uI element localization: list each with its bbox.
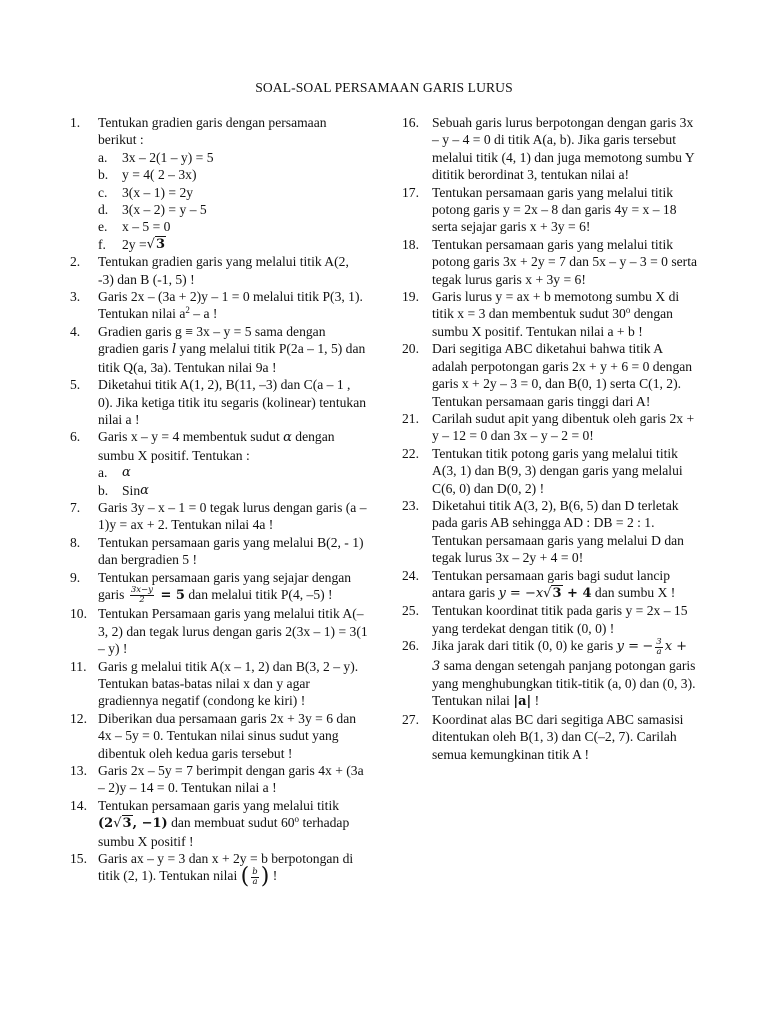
question-text: Tentukan koordinat titik pada garis y = 2x – 15 yang terdekat dengan titik (0, 0) ! xyxy=(432,603,688,636)
question-text: Gradien garis g ≡ 3x – y = 5 sama dengan gradien garis l yang melalui titik P(2a – 1, 5) dan titik Q(a, 3a). Tentukan nilai 9a ! xyxy=(98,323,366,375)
question-number: 13. xyxy=(70,763,87,778)
question-number: 4. xyxy=(70,323,81,339)
sub-item: b. Sin α xyxy=(98,482,149,498)
question-15 xyxy=(70,850,368,890)
question-27 xyxy=(402,711,698,763)
question-text: Garis ax – y = 3 dan x + 2y = b berpotongan di titik (2, 1). Tentukan nilai ( $\frac{b}{a}$ ) ! xyxy=(98,851,354,890)
question-number: 7. xyxy=(70,499,81,515)
question-number: 21. xyxy=(402,410,419,426)
question-text: Jika jarak dari titik (0, 0) ke garis y = − $\frac{3}{a}$ x + 3 sama dengan setengah panjang potongan garis yang menghubungkan titik-titik (a, 0) dan (0, 3). Tentukan nilai |a| ! xyxy=(432,636,696,710)
question-number: 22. xyxy=(402,445,419,461)
question-16 xyxy=(402,114,698,184)
question-text: Garis g melalui titik A(x – 1, 2) dan B(3, 2 – y). Tentukan batas-batas nilai x dan y agar gradiennya negatif (condong ke kiri) ! xyxy=(98,658,359,709)
question-number: 20. xyxy=(402,341,419,357)
question-text: Garis 3y – x – 1 = 0 tegak lurus dengan garis (a – 1)y = ax + 2. Tentukan nilai 4a ! xyxy=(98,499,367,533)
question-number: 2. xyxy=(70,254,81,270)
question-19 xyxy=(402,288,698,340)
fraction: $\frac{b}{a}$ xyxy=(252,866,258,887)
question-text: Dari segitiga ABC diketahui bahwa titik A adalah perpotongan garis 2x + y + 6 = 0 dengan garis x + 2y – 3 = 0, dan B(0, 1) serta C(1, 2). Tentukan persamaan garis tinggi dari A! xyxy=(432,341,693,409)
question-14 xyxy=(70,797,368,850)
question-25 xyxy=(402,602,698,637)
question-number: 27. xyxy=(402,711,419,727)
question-text: Diketahui titik A(1, 2), B(11, –3) dan C(a – 1 , 0). Jika ketiga titik itu segaris (kolinear) tentukan nilai a ! xyxy=(98,377,367,427)
question-21 xyxy=(402,410,698,445)
question-22 xyxy=(402,445,698,497)
fraction: $\frac{3x-y}{2}$ xyxy=(130,585,153,606)
question-6 xyxy=(70,428,368,499)
question-text: Garis x – y = 4 membentuk sudut α dengan sumbu X positif. Tentukan : xyxy=(98,429,335,463)
question-1 xyxy=(70,114,368,253)
question-number: 16. xyxy=(402,115,419,130)
question-text: Tentukan persamaan garis yang melalui titik potong garis y = 2x – 8 dan garis 4y = x – 18 serta sejajar garis x + 3y = 6! xyxy=(432,184,677,235)
question-17 xyxy=(402,184,698,236)
question-text: Tentukan persamaan garis yang melalui titik (2√3, −1) dan membuat sudut 60$^o$ terhadap sumbu X positif ! xyxy=(98,797,350,849)
sub-item: b. y = 4( 2 – 3x) xyxy=(98,167,197,183)
sqrt-expression: √3 xyxy=(146,236,166,252)
question-text: Koordinat alas BC dari segitiga ABC samasisi ditentukan oleh B(1, 3) dan C(–2, 7). Carilah semua kemungkinan titik A ! xyxy=(432,711,684,762)
question-number: 12. xyxy=(70,710,87,726)
question-26 xyxy=(402,637,698,711)
question-text: Tentukan persamaan garis yang sejajar dengan garis $\frac{3x-y}{2}$ = 5 dan melalui titik P(4, –5) ! xyxy=(98,569,352,606)
question-text: Garis lurus y = ax + b memotong sumbu X di titik x = 3 dan membentuk sudut 30$^o$ dengan sumbu X positif. Tentukan nilai a + b ! xyxy=(432,289,680,339)
sub-item: d. 3(x – 2) = y – 5 xyxy=(98,202,207,218)
sub-item: a. α xyxy=(98,465,131,481)
sub-item: a. 3x – 2(1 – y) = 5 xyxy=(98,149,214,165)
question-8 xyxy=(70,534,368,569)
question-5 xyxy=(70,376,368,428)
question-number: 19. xyxy=(402,289,419,305)
question-text: Tentukan gradien garis yang melalui titik A(2, -3) dan B (-1, 5) ! xyxy=(98,254,349,287)
question-text: Tentukan persamaan garis bagi sudut lancip antara garis y = −x√3 + 4 dan sumbu X ! xyxy=(432,567,676,601)
question-number: 5. xyxy=(70,377,81,393)
question-text: Tentukan gradien garis dengan persamaan berikut : xyxy=(98,115,327,148)
page-title: SOAL-SOAL PERSAMAAN GARIS LURUS xyxy=(255,80,513,95)
question-text: Tentukan Persamaan garis yang melalui titik A(–3, 2) dan tegak lurus dengan garis 2(3x – 1) = 3(1 – y) ! xyxy=(98,606,368,657)
question-number: 10. xyxy=(70,606,87,622)
question-number: 18. xyxy=(402,236,419,252)
right-column xyxy=(402,114,698,763)
sub-item: f. 2y = √3 xyxy=(98,236,166,252)
question-number: 1. xyxy=(70,115,81,130)
question-number: 11. xyxy=(70,658,87,674)
question-11 xyxy=(70,658,368,710)
question-24 xyxy=(402,567,698,603)
question-10 xyxy=(70,605,368,657)
question-number: 23. xyxy=(402,497,419,513)
question-number: 24. xyxy=(402,567,419,583)
sub-item: e. x – 5 = 0 xyxy=(98,219,171,235)
question-text: Tentukan persamaan garis yang melalui titik potong garis 3x + 2y = 7 dan 5x – y – 3 = 0 serta tegak lurus garis x + 3y = 6! xyxy=(432,236,698,287)
question-4 xyxy=(70,323,368,376)
question-text: Garis 2x – 5y = 7 berimpit dengan garis 4x + (3a – 2)y – 14 = 0. Tentukan nilai a ! xyxy=(98,763,364,796)
left-column xyxy=(70,114,368,890)
question-number: 14. xyxy=(70,797,87,813)
question-number: 15. xyxy=(70,851,87,867)
question-text: Tentukan titik potong garis yang melalui titik A(3, 1) dan B(9, 3) dengan garis yang melalui C(6, 0) dan D(0, 2) ! xyxy=(432,445,683,496)
question-12 xyxy=(70,710,368,762)
question-number: 9. xyxy=(70,569,81,585)
sub-item: c. 3(x – 1) = 2y xyxy=(98,184,194,200)
question-text: Sebuah garis lurus berpotongan dengan garis 3x – y – 4 = 0 di titik A(a, b). Jika garis tersebut melalui titik (4, 1) dan juga memotong sumbu Y dititik berordinat 3, tentukan nilai a! xyxy=(432,115,695,183)
question-18 xyxy=(402,236,698,288)
question-number: 26. xyxy=(402,638,419,654)
question-text: Tentukan persamaan garis yang melalui B(2, - 1) dan bergradien 5 ! xyxy=(98,534,364,568)
question-2 xyxy=(70,253,368,288)
question-number: 25. xyxy=(402,603,419,619)
question-23 xyxy=(402,497,698,567)
question-number: 8. xyxy=(70,534,81,550)
question-text: Carilah sudut apit yang dibentuk oleh garis 2x + y – 12 = 0 dan 3x – y – 2 = 0! xyxy=(432,410,695,444)
question-number: 17. xyxy=(402,184,419,200)
question-20 xyxy=(402,340,698,410)
question-number: 6. xyxy=(70,429,81,445)
question-text: Diketahui titik A(3, 2), B(6, 5) dan D terletak pada garis AB sehingga AD : DB = 2 : 1. Tentukan persamaan garis yang melalui D dan tegak lurus 3x – 2y + 4 = 0! xyxy=(432,497,684,566)
question-13 xyxy=(70,762,368,797)
question-number: 3. xyxy=(70,289,81,305)
sqrt-expression: √3 xyxy=(543,585,562,601)
question-text: Diberikan dua persamaan garis 2x + 3y = 6 dan 4x – 5y = 0. Tentukan nilai sinus sudut yang dibentuk oleh kedua garis tersebut ! xyxy=(98,710,357,761)
question-text: Garis 2x – (3a + 2)y – 1 = 0 melalui titik P(3, 1). Tentukan nilai $a^2$ – a ! xyxy=(98,289,363,322)
question-9 xyxy=(70,569,368,606)
question-7 xyxy=(70,499,368,534)
sqrt-expression: √3 xyxy=(113,816,132,832)
question-3 xyxy=(70,288,368,323)
fraction: $\frac{3}{a}$ xyxy=(656,636,662,657)
